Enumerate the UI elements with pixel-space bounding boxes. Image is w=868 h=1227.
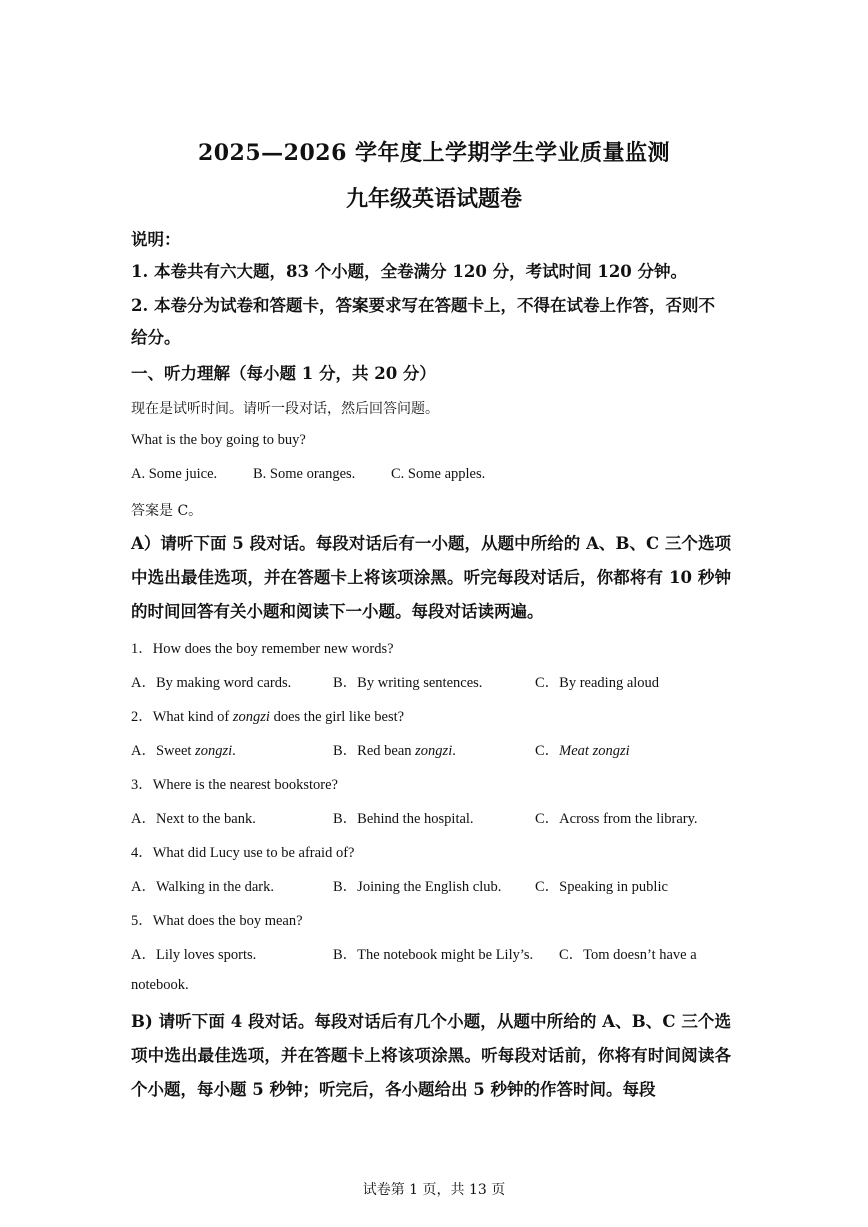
q5-stem: 5．What does the boy mean? [131,913,303,929]
q2-option-c [535,739,630,760]
page-footer: 试卷第 1 页，共 13 页 [362,1182,506,1198]
exam-title: 2025—2026 学年度上学期学生学业质量监测 [197,140,671,166]
part-b-instructions: B) 请听下面 4 段对话。每段对话后有几个小题，从题中所给的 A、B、C 三个选项中选出最佳选项，并在答题卡上将该项涂黑。听每段对话前，你将有时间阅读各个小题，每小题 5 秒钟；听完后，各小题给出 5 秒钟的作答时间。每段 [131,1012,731,1099]
q3-option-c: C．Across from the library. [535,811,698,827]
q2-b-post: . [452,743,456,759]
q2-stem-pre: 2．What kind of [131,709,233,725]
q5-option-c-continued: notebook. [131,977,189,993]
q1-stem: 1．How does the boy remember new words? [131,641,394,657]
q2-b-italic: zongzi [415,743,453,759]
q2-c-pre: C． [535,743,560,759]
q2-option-a [131,739,236,760]
trial-answer: 答案是 C。 [131,503,203,519]
q2-stem-post: does the girl like best? [269,709,405,725]
q3-option-b: B．Behind the hospital. [333,811,474,827]
q5-option-a: A．Lily loves sports. [131,947,257,963]
q3-option-a: A．Next to the bank. [131,811,256,827]
notes-heading: 说明： [131,230,181,249]
q2-stem-italic: zongzi [232,709,270,725]
section-1-heading: 一、听力理解（每小题 1 分，共 20 分） [131,364,436,383]
q4-option-a: A．Walking in the dark. [131,879,274,895]
trial-option-b: B. Some oranges. [253,466,356,482]
q2-option-b [333,739,456,760]
trial-intro: 现在是试听时间。请听一段对话，然后回答问题。 [131,401,439,417]
q2-b-pre: B．Red bean [333,743,416,759]
q2-a-italic: zongzi [195,743,233,759]
q4-option-b: B．Joining the English club. [333,879,502,895]
q1-option-b: B．By writing sentences. [333,675,483,691]
q3-stem: 3．Where is the nearest bookstore? [131,777,338,793]
q5-option-c: C．Tom doesn’t have a [559,947,697,963]
q4-option-c: C．Speaking in public [535,879,668,895]
q1-option-a: A．By making word cards. [131,675,292,691]
part-a-instructions: A）请听下面 5 段对话。每段对话后有一小题，从题中所给的 A、B、C 三个选项中选出最佳选项，并在答题卡上将该项涂黑。听完每段对话后，你都将有 10 秒钟的时间回答有关小题和阅读下一小题。每段对话读两遍。 [131,534,731,621]
exam-subtitle: 九年级英语试题卷 [345,186,522,212]
q1-option-c: C．By reading aloud [535,675,660,691]
q2-c-italic: Meat zongzi [559,743,630,759]
q2-a-post: . [232,743,236,759]
q5-option-b: B．The notebook might be Lily’s. [333,947,534,963]
note-2: 2. 本卷分为试卷和答题卡，答案要求写在答题卡上，不得在试卷上作答，否则不给分。 [131,296,715,347]
note-1: 1. 本卷共有六大题，83 个小题，全卷满分 120 分，考试时间 120 分钟。 [131,262,688,281]
q4-stem: 4．What did Lucy use to be afraid of? [131,845,355,861]
trial-question: What is the boy going to buy? [131,432,306,448]
trial-option-a: A. Some juice. [131,466,218,482]
q2-stem [131,705,404,726]
q2-a-pre: A．Sweet [131,743,196,759]
trial-option-c: C. Some apples. [391,466,486,482]
